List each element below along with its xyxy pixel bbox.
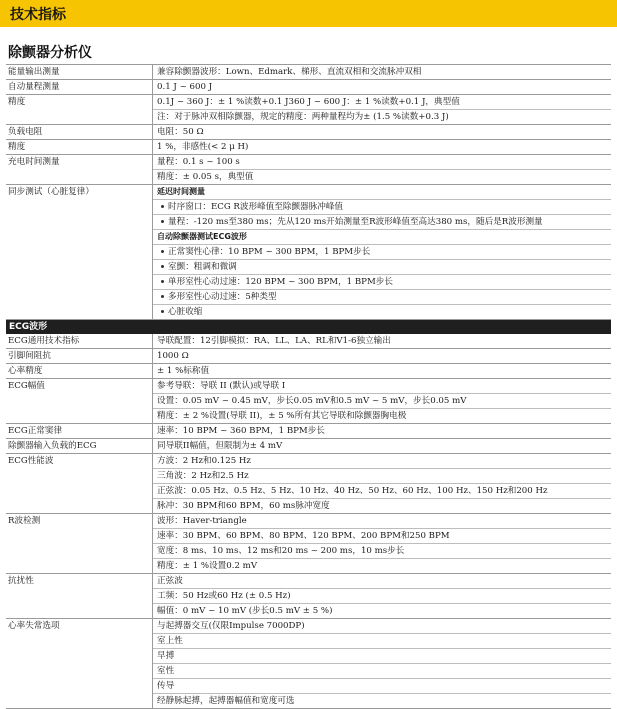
row-label: 除颤器输入负载的ECG: [6, 439, 153, 453]
value-line: 0.1 J ~ 600 J: [157, 82, 213, 92]
row-label: 抗扰性: [6, 574, 153, 618]
value-line: ± 1 %标称值: [157, 366, 210, 376]
row-values: [153, 334, 611, 348]
row-values: [153, 619, 611, 708]
value-line: 正弦波: [153, 574, 611, 589]
bullet-icon: [161, 280, 164, 283]
bullet-item: [153, 200, 611, 215]
row-values: [153, 140, 611, 154]
header-bar: [0, 0, 617, 27]
value-line: 精度：± 0.05 s，典型值: [157, 172, 254, 182]
value-line: 经静脉起搏，起搏器幅值和宽度可选: [157, 696, 295, 706]
subheading: 延迟时间测量: [153, 185, 611, 200]
bullet-text: 心脏收缩: [168, 307, 203, 317]
bullet-text: 正常窦性心律：10 BPM ~ 300 BPM，1 BPM步长: [168, 247, 371, 257]
spec-row: [6, 80, 611, 95]
row-label: R波检测: [6, 514, 153, 573]
bullet-item: [153, 245, 611, 260]
row-label: 负载电阻: [6, 125, 153, 139]
value-line: 方波：2 Hz和0.125 Hz: [153, 454, 611, 469]
value-line: 电阻：50 Ω: [157, 127, 204, 137]
bullet-item: [153, 275, 611, 290]
value-line: 室上性: [153, 634, 611, 649]
value-line: 正弦波：0.05 Hz、0.5 Hz、5 Hz、10 Hz、40 Hz、50 Hz、60 Hz、100 Hz、150 Hz和200 Hz: [153, 484, 611, 499]
row-label: 能量输出测量: [6, 65, 153, 79]
row-values: [153, 185, 611, 319]
section-title: 除颤器分析仪: [8, 45, 92, 61]
value-line: 工频：50 Hz或60 Hz (± 0.5 Hz): [153, 589, 611, 604]
value-line: 量程：0.1 s ~ 100 s: [153, 155, 611, 170]
value-line: 导联配置：12引脚模拟：RA、LL、LA、RL和V1-6独立输出: [157, 336, 391, 346]
bullet-item: [153, 290, 611, 305]
value-line: 参考导联：导联 II (默认)或导联 I: [153, 379, 611, 394]
spec-row: [6, 439, 611, 454]
spec-row: [6, 64, 611, 80]
row-values: [153, 379, 611, 423]
bullet-icon: [161, 220, 164, 223]
spec-row: [6, 95, 611, 125]
row-values: [153, 65, 611, 79]
spec-row: [6, 454, 611, 514]
row-label: 同步测试（心脏复律）: [6, 185, 153, 319]
spec-row: [6, 140, 611, 155]
spec-row: [6, 574, 611, 619]
row-values: [153, 125, 611, 139]
value-line: 设置：0.05 mV ~ 0.45 mV，步长0.05 mV和0.5 mV ~ 5 mV，步长0.05 mV: [153, 394, 611, 409]
bullet-icon: [161, 205, 164, 208]
value-line: 三角波：2 Hz和2.5 Hz: [153, 469, 611, 484]
value-line: 1 %，非感性(< 2 μ H): [157, 142, 249, 152]
row-label: 心率失常选项: [6, 619, 153, 708]
row-label: 引脚间阻抗: [6, 349, 153, 363]
row-label: ECG正常窦律: [6, 424, 153, 438]
spec-row: [6, 424, 611, 439]
row-label: 心率精度: [6, 364, 153, 378]
row-label: 充电时间测量: [6, 155, 153, 184]
value-line: 注：对于脉冲双相除颤器，规定的精度：两种量程均为± (1.5 %读数+0.3 J): [157, 112, 449, 122]
value-line: 幅值：0 mV ~ 10 mV (步长0.5 mV ± 5 %): [157, 606, 333, 616]
row-values: [153, 364, 611, 378]
value-line: 精度：± 1 %设置0.2 mV: [157, 561, 258, 571]
bullet-text: 量程：-120 ms至380 ms；先从120 ms开始测量至R波形峰值至高达380 ms，随后是R波形测量: [168, 217, 543, 227]
row-values: [153, 424, 611, 438]
value-line: 宽度：8 ms、10 ms、12 ms和20 ms ~ 200 ms，10 ms步长: [153, 544, 611, 559]
row-values: [153, 155, 611, 184]
spec-row-sync: [6, 185, 611, 320]
spec-row: [6, 364, 611, 379]
row-label: 自动量程测量: [6, 80, 153, 94]
value-line: 1000 Ω: [157, 351, 189, 361]
row-values: [153, 574, 611, 618]
row-values: [153, 80, 611, 94]
spec-row: [6, 619, 611, 709]
ecg-section-bar: ECG波形: [6, 320, 611, 334]
row-values: [153, 95, 611, 124]
value-line: 传导: [153, 679, 611, 694]
spec-table: [6, 64, 611, 709]
row-label: 精度: [6, 95, 153, 124]
row-label: 精度: [6, 140, 153, 154]
bullet-text: 多形室性心动过速：5种类型: [168, 292, 277, 302]
spec-row: [6, 155, 611, 185]
value-line: 速率：10 BPM ~ 360 BPM，1 BPM步长: [157, 426, 325, 436]
value-line: 兼容除颤器波形：Lown、Edmark、梯形、直流双相和交流脉冲双相: [157, 67, 422, 77]
value-line: 0.1J ~ 360 J：± 1 %读数+0.1 J360 J ~ 600 J：± 1 %读数+0.1 J，典型值: [153, 95, 611, 110]
row-values: [153, 454, 611, 513]
bullet-text: 室颤：粗调和微调: [168, 262, 237, 272]
row-values: [153, 349, 611, 363]
bullet-item: [153, 215, 611, 230]
row-label: ECG幅值: [6, 379, 153, 423]
subheading: 自动除颤器测试ECG波形: [153, 230, 611, 245]
row-label: ECG性能波: [6, 454, 153, 513]
spec-row: [6, 334, 611, 349]
value-line: 精度：± 2 %设置(导联 II)，± 5 %所有其它导联和除颤器胸电极: [157, 411, 407, 421]
spec-row: [6, 125, 611, 140]
row-values: [153, 514, 611, 573]
bullet-item: [153, 305, 611, 319]
spec-row: [6, 379, 611, 424]
bullet-text: 时序窗口：ECG R波形峰值至除颤器脉冲峰值: [168, 202, 344, 212]
bullet-icon: [161, 310, 164, 313]
bullet-icon: [161, 295, 164, 298]
bullet-text: 单形室性心动过速：120 BPM ~ 300 BPM，1 BPM步长: [168, 277, 393, 287]
bullet-item: [153, 260, 611, 275]
spec-row: [6, 349, 611, 364]
value-line: 与起搏器交互(仅限Impulse 7000DP): [153, 619, 611, 634]
value-line: 速率：30 BPM、60 BPM、80 BPM、120 BPM、200 BPM和250 BPM: [153, 529, 611, 544]
row-label: ECG通用技术指标: [6, 334, 153, 348]
bullet-icon: [161, 250, 164, 253]
value-line: 波形：Haver-triangle: [153, 514, 611, 529]
value-line: 早搏: [153, 649, 611, 664]
value-line: 同导联II幅值，但限制为± 4 mV: [157, 441, 283, 451]
bullet-icon: [161, 265, 164, 268]
header-title: 技术指标: [10, 7, 66, 23]
spec-row: [6, 514, 611, 574]
value-line: 脉冲：30 BPM和60 BPM，60 ms脉冲宽度: [157, 501, 330, 511]
row-values: [153, 439, 611, 453]
value-line: 室性: [153, 664, 611, 679]
